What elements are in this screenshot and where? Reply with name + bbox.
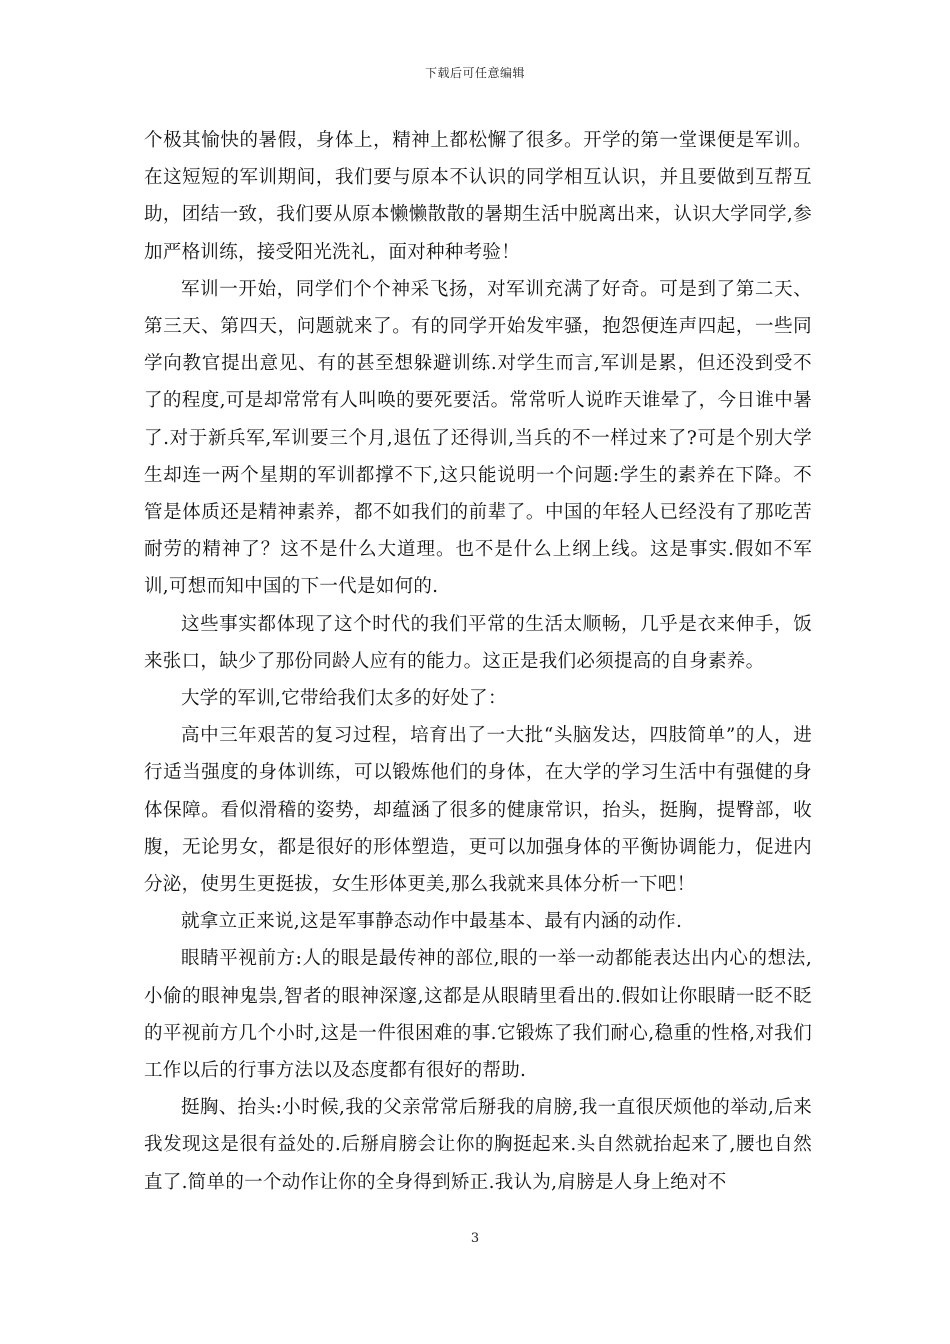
document-body [144,122,812,1201]
paragraph-7: 眼睛平视前方:人的眼是最传神的部位,眼的一举一动都能表达出内心的想法,小偷的眼神鬼祟,智者的眼神深邃,这都是从眼睛里看出的.假如让你眼睛一眨不眨的平视前方几个小时,这是一件很困难的事.它锻炼了我们耐心,稳重的性格,对我们工作以后的行事方法以及态度都有很好的帮助. [144,948,812,1082]
paragraph-2: 军训一开始，同学们个个神采飞扬，对军训充满了好奇。可是到了第二天、第三天、第四天，问题就来了。有的同学开始发牢骚，抱怨便连声四起，一些同学向教官提出意见、有的甚至想躲避训练.对学生而言,军训是累，但还没到受不了的程度,可是却常常有人叫唤的要死要活。常常听人说昨天谁晕了，今日谁中暑了.对于新兵军,军训要三个月,退伍了还得训,当兵的不一样过来了?可是个别大学生却连一两个星期的军训都撑不下,这只能说明一个问题:学生的素养在下降。不管是体质还是精神素养，都不如我们的前辈了。中国的年轻人已经没有了那吃苦耐劳的精神了？这不是什么大道理。也不是什么上纲上线。这是事实.假如不军训,可想而知中国的下一代是如何的. [144,278,812,598]
page-header: 下载后可任意编辑 [424,66,525,80]
paragraph-4: 大学的军训,它带给我们太多的好处了： [181,688,507,710]
paragraph-8: 挺胸、抬头:小时候,我的父亲常常后掰我的肩膀,我一直很厌烦他的举动,后来我发现这是很有益处的.后掰肩膀会让你的胸挺起来.头自然就抬起来了,腰也自然直了.简单的一个动作让你的全身得到矫正.我认为,肩膀是人身上绝对不 [144,1097,812,1193]
paragraph-1: 个极其愉快的暑假，身体上，精神上都松懈了很多。开学的第一堂课便是军训。在这短短的军训期间，我们要与原本不认识的同学相互认识，并且要做到互帮互助，团结一致，我们要从原本懒懒散散的暑期生活中脱离出来，认识大学同学,参加严格训练，接受阳光洗礼，面对种种考验！ [144,130,812,263]
page-number: 3 [470,1231,480,1246]
paragraph-5: 高中三年艰苦的复习过程，培育出了一大批“头脑发达，四肢简单”的人，进行适当强度的身体训练，可以锻炼他们的身体，在大学的学习生活中有强健的身体保障。看似滑稽的姿势，却蕴涵了很多的健康常识，抬头，挺胸，提臀部，收腹，无论男女，都是很好的形体塑造，更可以加强身体的平衡协调能力，促进内分泌，使男生更挺拔，女生形体更美,那么我就来具体分析一下吧！ [144,725,812,896]
paragraph-6: 就拿立正来说,这是军事静态动作中最基本、最有内涵的动作. [181,911,683,933]
paragraph-3: 这些事实都体现了这个时代的我们平常的生活太顺畅，几乎是衣来伸手，饭来张口，缺少了那份同龄人应有的能力。这正是我们必须提高的自身素养。 [144,613,812,672]
